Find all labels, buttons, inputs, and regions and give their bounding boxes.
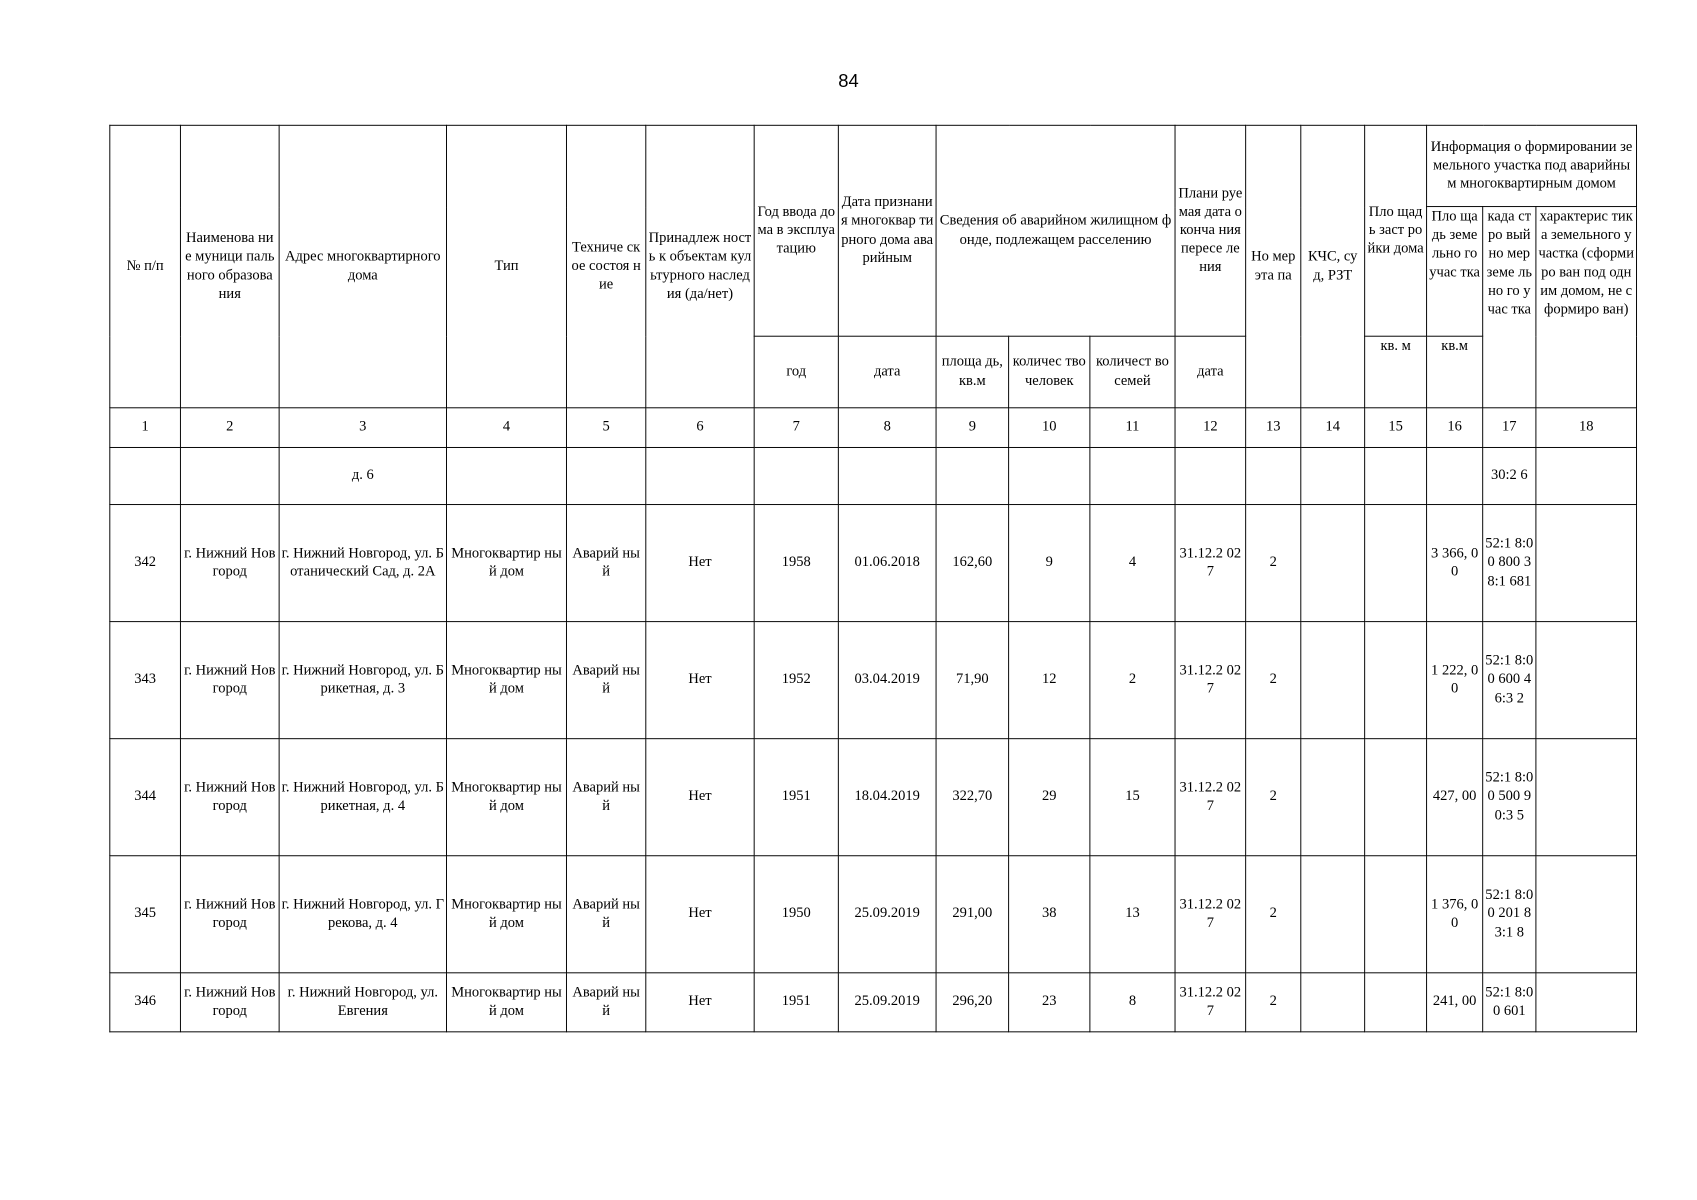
column-number: 18 xyxy=(1536,408,1637,448)
cell-building-type: Многоквартир ный дом xyxy=(447,505,567,622)
cell-commission-year: 1951 xyxy=(754,739,838,856)
column-number: 13 xyxy=(1246,408,1301,448)
cell-built-area xyxy=(1365,856,1427,973)
cell-planned-date: 31.12.2 027 xyxy=(1175,505,1246,622)
cell-planned-date: 31.12.2 027 xyxy=(1175,622,1246,739)
unit-families: количест во семей xyxy=(1090,336,1175,408)
column-number: 5 xyxy=(566,408,645,448)
cell-built-area xyxy=(1365,505,1427,622)
cell-plot-area: 3 366, 00 xyxy=(1427,505,1483,622)
table-row xyxy=(110,739,1637,856)
cell-row-number: 343 xyxy=(110,622,181,739)
cell-heritage-status: Нет xyxy=(646,739,754,856)
cell-plot-characteristic xyxy=(1536,973,1637,1032)
header-planned-date: Плани руемая дата оконча ния пересе ления xyxy=(1175,125,1246,336)
cell-kchs xyxy=(1301,505,1365,622)
cell-commission-year: 1952 xyxy=(754,622,838,739)
unit-built-area: кв. м xyxy=(1365,336,1427,408)
cell-area: 322,70 xyxy=(936,739,1009,856)
cell-people-count: 29 xyxy=(1009,739,1090,856)
unit-planned-date: дата xyxy=(1175,336,1246,408)
cell-cadastral-number: 52:1 8:00 800 38:1 681 xyxy=(1483,505,1536,622)
column-number: 12 xyxy=(1175,408,1246,448)
cell-stage-number: 2 xyxy=(1246,622,1301,739)
header-built-area: Пло щадь заст ройки дома xyxy=(1365,125,1427,336)
header-commission-year: Год ввода дома в эксплуа тацию xyxy=(754,125,838,336)
cell-address: г. Нижний Новгород, ул. Грекова, д. 4 xyxy=(279,856,446,973)
header-plot-area: Пло щадь земе льно го учас тка xyxy=(1427,207,1483,337)
column-number: 3 xyxy=(279,408,446,448)
column-number: 2 xyxy=(180,408,279,448)
cell-families-count: 15 xyxy=(1090,739,1175,856)
header-cadastral: када стро вый но мер земе льно го учас тка xyxy=(1483,207,1536,408)
cell-municipality: г. Нижний Новгород xyxy=(180,973,279,1032)
emergency-housing-table xyxy=(109,125,1637,1033)
cell-building-type: Многоквартир ный дом xyxy=(447,622,567,739)
cell-recognition-date: 01.06.2018 xyxy=(838,505,936,622)
cell-people-count: 23 xyxy=(1009,973,1090,1032)
cell-built-area xyxy=(1365,973,1427,1032)
cell-technical-condition: Аварий ный xyxy=(566,622,645,739)
header-type: Тип xyxy=(447,125,567,408)
header-plot-characteristic: характерис тика земельного участка (сформиро ван под одним домом, не сформиро ван) xyxy=(1536,207,1637,408)
cell-commission-year: 1958 xyxy=(754,505,838,622)
header-heritage: Принадлеж ность к объектам культурного наследия (да/нет) xyxy=(646,125,754,408)
cell-plot-area: 241, 00 xyxy=(1427,973,1483,1032)
column-number: 6 xyxy=(646,408,754,448)
column-number: 7 xyxy=(754,408,838,448)
cell-families-count: 4 xyxy=(1090,505,1175,622)
header-condition: Техниче ское состоя ние xyxy=(566,125,645,408)
header-address: Адрес многоквартирного дома xyxy=(279,125,446,408)
cell-stage-number: 2 xyxy=(1246,739,1301,856)
cell-families-count: 8 xyxy=(1090,973,1175,1032)
cell-planned-date: 31.12.2 027 xyxy=(1175,856,1246,973)
cell-technical-condition: Аварий ный xyxy=(566,973,645,1032)
cell-address: г. Нижний Новгород, ул. Евгения xyxy=(279,973,446,1032)
cell-planned-date: 31.12.2 027 xyxy=(1175,739,1246,856)
cell-building-type: Многоквартир ный дом xyxy=(447,856,567,973)
cell-people-count: 12 xyxy=(1009,622,1090,739)
header-stage: Но мер эта па xyxy=(1246,125,1301,408)
cell-planned-date: 31.12.2 027 xyxy=(1175,973,1246,1032)
cell-area: 291,00 xyxy=(936,856,1009,973)
continuation-address: д. 6 xyxy=(279,447,446,504)
cell-heritage-status: Нет xyxy=(646,505,754,622)
header-resettlement-info: Сведения об аварийном жилищном фонде, подлежащем расселению xyxy=(936,125,1175,336)
cell-cadastral-number: 52:1 8:00 500 90:3 5 xyxy=(1483,739,1536,856)
cell-kchs xyxy=(1301,739,1365,856)
cell-recognition-date: 18.04.2019 xyxy=(838,739,936,856)
column-number: 1 xyxy=(110,408,181,448)
column-number-row xyxy=(110,408,1637,448)
cell-plot-characteristic xyxy=(1536,505,1637,622)
cell-building-type: Многоквартир ный дом xyxy=(447,739,567,856)
cell-people-count: 9 xyxy=(1009,505,1090,622)
continuation-cadastral: 30:2 6 xyxy=(1483,447,1536,504)
data-rows xyxy=(110,505,1637,1032)
cell-row-number: 345 xyxy=(110,856,181,973)
table-row xyxy=(110,622,1637,739)
cell-municipality: г. Нижний Новгород xyxy=(180,622,279,739)
cell-plot-area: 1 376, 00 xyxy=(1427,856,1483,973)
cell-municipality: г. Нижний Новгород xyxy=(180,856,279,973)
header-kchs: КЧС, суд, РЗТ xyxy=(1301,125,1365,408)
cell-stage-number: 2 xyxy=(1246,973,1301,1032)
cell-commission-year: 1951 xyxy=(754,973,838,1032)
cell-technical-condition: Аварий ный xyxy=(566,505,645,622)
cell-kchs xyxy=(1301,856,1365,973)
cell-built-area xyxy=(1365,622,1427,739)
unit-people: количес тво человек xyxy=(1009,336,1090,408)
cell-plot-area: 427, 00 xyxy=(1427,739,1483,856)
unit-area: площа дь, кв.м xyxy=(936,336,1009,408)
header-land-plot-info: Информация о формировании земельного участка под аварийным многоквартирным домом xyxy=(1427,125,1637,206)
column-number: 15 xyxy=(1365,408,1427,448)
cell-recognition-date: 25.09.2019 xyxy=(838,973,936,1032)
cell-cadastral-number: 52:1 8:00 601 xyxy=(1483,973,1536,1032)
cell-stage-number: 2 xyxy=(1246,856,1301,973)
column-number: 8 xyxy=(838,408,936,448)
cell-building-type: Многоквартир ный дом xyxy=(447,973,567,1032)
cell-kchs xyxy=(1301,622,1365,739)
table-row xyxy=(110,505,1637,622)
column-number: 16 xyxy=(1427,408,1483,448)
column-number: 17 xyxy=(1483,408,1536,448)
column-number: 11 xyxy=(1090,408,1175,448)
cell-area: 162,60 xyxy=(936,505,1009,622)
column-number: 9 xyxy=(936,408,1009,448)
cell-heritage-status: Нет xyxy=(646,622,754,739)
cell-municipality: г. Нижний Новгород xyxy=(180,505,279,622)
cell-row-number: 346 xyxy=(110,973,181,1032)
cell-plot-area: 1 222, 00 xyxy=(1427,622,1483,739)
cell-address: г. Нижний Новгород, ул. Брикетная, д. 4 xyxy=(279,739,446,856)
cell-heritage-status: Нет xyxy=(646,973,754,1032)
header-no: № п/п xyxy=(110,125,181,408)
cell-area: 71,90 xyxy=(936,622,1009,739)
cell-commission-year: 1950 xyxy=(754,856,838,973)
cell-cadastral-number: 52:1 8:00 600 46:3 2 xyxy=(1483,622,1536,739)
cell-kchs xyxy=(1301,973,1365,1032)
cell-families-count: 13 xyxy=(1090,856,1175,973)
cell-area: 296,20 xyxy=(936,973,1009,1032)
cell-row-number: 342 xyxy=(110,505,181,622)
cell-families-count: 2 xyxy=(1090,622,1175,739)
cell-cadastral-number: 52:1 8:00 201 83:1 8 xyxy=(1483,856,1536,973)
cell-heritage-status: Нет xyxy=(646,856,754,973)
cell-address: г. Нижний Новгород, ул. Ботанический Сад, д. 2А xyxy=(279,505,446,622)
cell-stage-number: 2 xyxy=(1246,505,1301,622)
table-row xyxy=(110,973,1637,1032)
unit-year: год xyxy=(754,336,838,408)
header-recognition-date: Дата признания многоквар тирного дома аварийным xyxy=(838,125,936,336)
cell-technical-condition: Аварий ный xyxy=(566,739,645,856)
cell-row-number: 344 xyxy=(110,739,181,856)
cell-address: г. Нижний Новгород, ул. Брикетная, д. 3 xyxy=(279,622,446,739)
page-number: 84 xyxy=(838,71,859,92)
cell-plot-characteristic xyxy=(1536,856,1637,973)
column-number: 4 xyxy=(447,408,567,448)
cell-plot-characteristic xyxy=(1536,739,1637,856)
cell-recognition-date: 25.09.2019 xyxy=(838,856,936,973)
continuation-row xyxy=(110,447,1637,504)
unit-plot-area: кв.м xyxy=(1427,336,1483,408)
cell-municipality: г. Нижний Новгород xyxy=(180,739,279,856)
cell-people-count: 38 xyxy=(1009,856,1090,973)
column-number: 14 xyxy=(1301,408,1365,448)
cell-technical-condition: Аварий ный xyxy=(566,856,645,973)
header-row-1 xyxy=(110,125,1637,206)
unit-date: дата xyxy=(838,336,936,408)
header-municipality: Наименова ние муници пального образова ния xyxy=(180,125,279,408)
table-row xyxy=(110,856,1637,973)
cell-recognition-date: 03.04.2019 xyxy=(838,622,936,739)
cell-plot-characteristic xyxy=(1536,622,1637,739)
column-number: 10 xyxy=(1009,408,1090,448)
cell-built-area xyxy=(1365,739,1427,856)
